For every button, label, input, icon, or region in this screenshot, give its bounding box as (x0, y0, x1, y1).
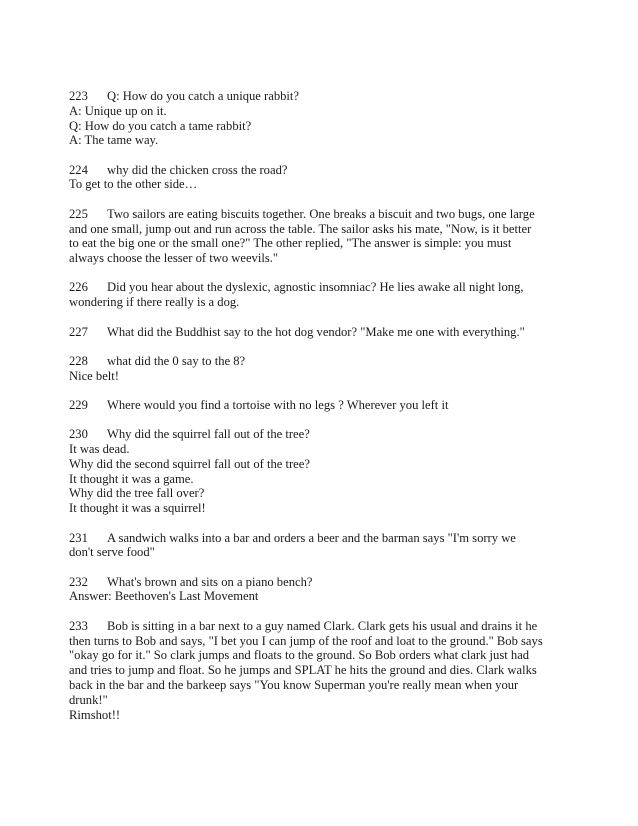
joke-entry-223 (69, 89, 569, 148)
joke-line: don't serve food" (69, 545, 155, 560)
joke-line: Why did the tree fall over? (69, 486, 205, 501)
joke-number: 227 (69, 324, 88, 339)
joke-line: It thought it was a game. (69, 471, 194, 486)
joke-line (69, 398, 569, 413)
joke-entry-232 (69, 575, 569, 605)
joke-line (69, 427, 569, 442)
joke-number: 224 (69, 162, 88, 177)
joke-line: Q: How do you catch a tame rabbit? (69, 118, 252, 133)
joke-line: Answer: Beethoven's Last Movement (69, 589, 259, 604)
joke-line: and tries to jump and float. So he jumps and SPLAT he hits the ground and dies. Clark walks (69, 663, 537, 678)
joke-line: It was dead. (69, 442, 130, 457)
document-page (69, 89, 569, 737)
joke-line (69, 325, 569, 340)
joke-text: Did you hear about the dyslexic, agnostic insomniac? He lies awake all night long, (107, 280, 524, 295)
joke-line: drunk!" (69, 692, 108, 707)
joke-line: To get to the other side… (69, 177, 198, 192)
joke-line: then turns to Bob and says, "I bet you I can jump of the roof and loat to the ground." Bob says (69, 633, 543, 648)
joke-text: Bob is sitting in a bar next to a guy named Clark. Clark gets his usual and drains it he (107, 618, 538, 633)
joke-entry-226 (69, 280, 569, 310)
joke-number: 223 (69, 89, 88, 103)
joke-number: 228 (69, 353, 88, 368)
joke-entry-224 (69, 163, 569, 193)
joke-line (69, 280, 569, 295)
joke-line (69, 163, 569, 178)
joke-line (69, 575, 569, 590)
joke-text: Why did the squirrel fall out of the tree? (107, 427, 310, 442)
joke-number: 225 (69, 206, 88, 221)
joke-entry-229 (69, 398, 569, 413)
joke-line: wondering if there really is a dog. (69, 295, 240, 310)
joke-line: "okay go for it." So clark jumps and floats to the ground. So Bob orders what clark just had (69, 648, 530, 663)
joke-entry-227 (69, 325, 569, 340)
joke-text: What's brown and sits on a piano bench? (107, 574, 313, 589)
joke-line (69, 207, 569, 222)
joke-line: A: Unique up on it. (69, 103, 167, 118)
joke-line: Why did the second squirrel fall out of the tree? (69, 456, 310, 471)
joke-line (69, 531, 569, 546)
joke-entry-225 (69, 207, 569, 266)
joke-text: A sandwich walks into a bar and orders a beer and the barman says "I'm sorry we (107, 530, 516, 545)
joke-text: Where would you find a tortoise with no legs ? Wherever you left it (107, 397, 449, 412)
joke-text: Two sailors are eating biscuits together. One breaks a biscuit and two bugs, one large (107, 206, 535, 221)
joke-text: What did the Buddhist say to the hot dog vendor? "Make me one with everything." (107, 324, 525, 339)
joke-line: always choose the lesser of two weevils." (69, 251, 279, 266)
joke-number: 229 (69, 397, 88, 412)
joke-line: A: The tame way. (69, 133, 159, 148)
joke-number: 231 (69, 530, 88, 545)
joke-entry-228 (69, 354, 569, 384)
joke-line: Nice belt! (69, 368, 119, 383)
joke-number: 230 (69, 427, 88, 442)
joke-line: It thought it was a squirrel! (69, 501, 206, 516)
joke-text: Q: How do you catch a unique rabbit? (107, 89, 299, 103)
joke-line: back in the bar and the barkeep says "You know Superman you're really mean when your (69, 677, 519, 692)
joke-entry-233 (69, 619, 569, 723)
joke-line: to eat the big one or the small one?" The other replied, "The answer is simple: you must (69, 236, 512, 251)
joke-text: why did the chicken cross the road? (107, 162, 288, 177)
joke-number: 232 (69, 574, 88, 589)
joke-line (69, 89, 569, 104)
joke-line (69, 354, 569, 369)
joke-line: and one small, jump out and run across the table. The sailor asks his mate, "Now, is it better (69, 221, 532, 236)
joke-entry-230 (69, 427, 569, 516)
joke-number: 233 (69, 618, 88, 633)
joke-text: what did the 0 say to the 8? (107, 353, 246, 368)
joke-line (69, 619, 569, 634)
joke-entry-231 (69, 531, 569, 561)
joke-line: Rimshot!! (69, 707, 121, 722)
joke-number: 226 (69, 280, 88, 295)
